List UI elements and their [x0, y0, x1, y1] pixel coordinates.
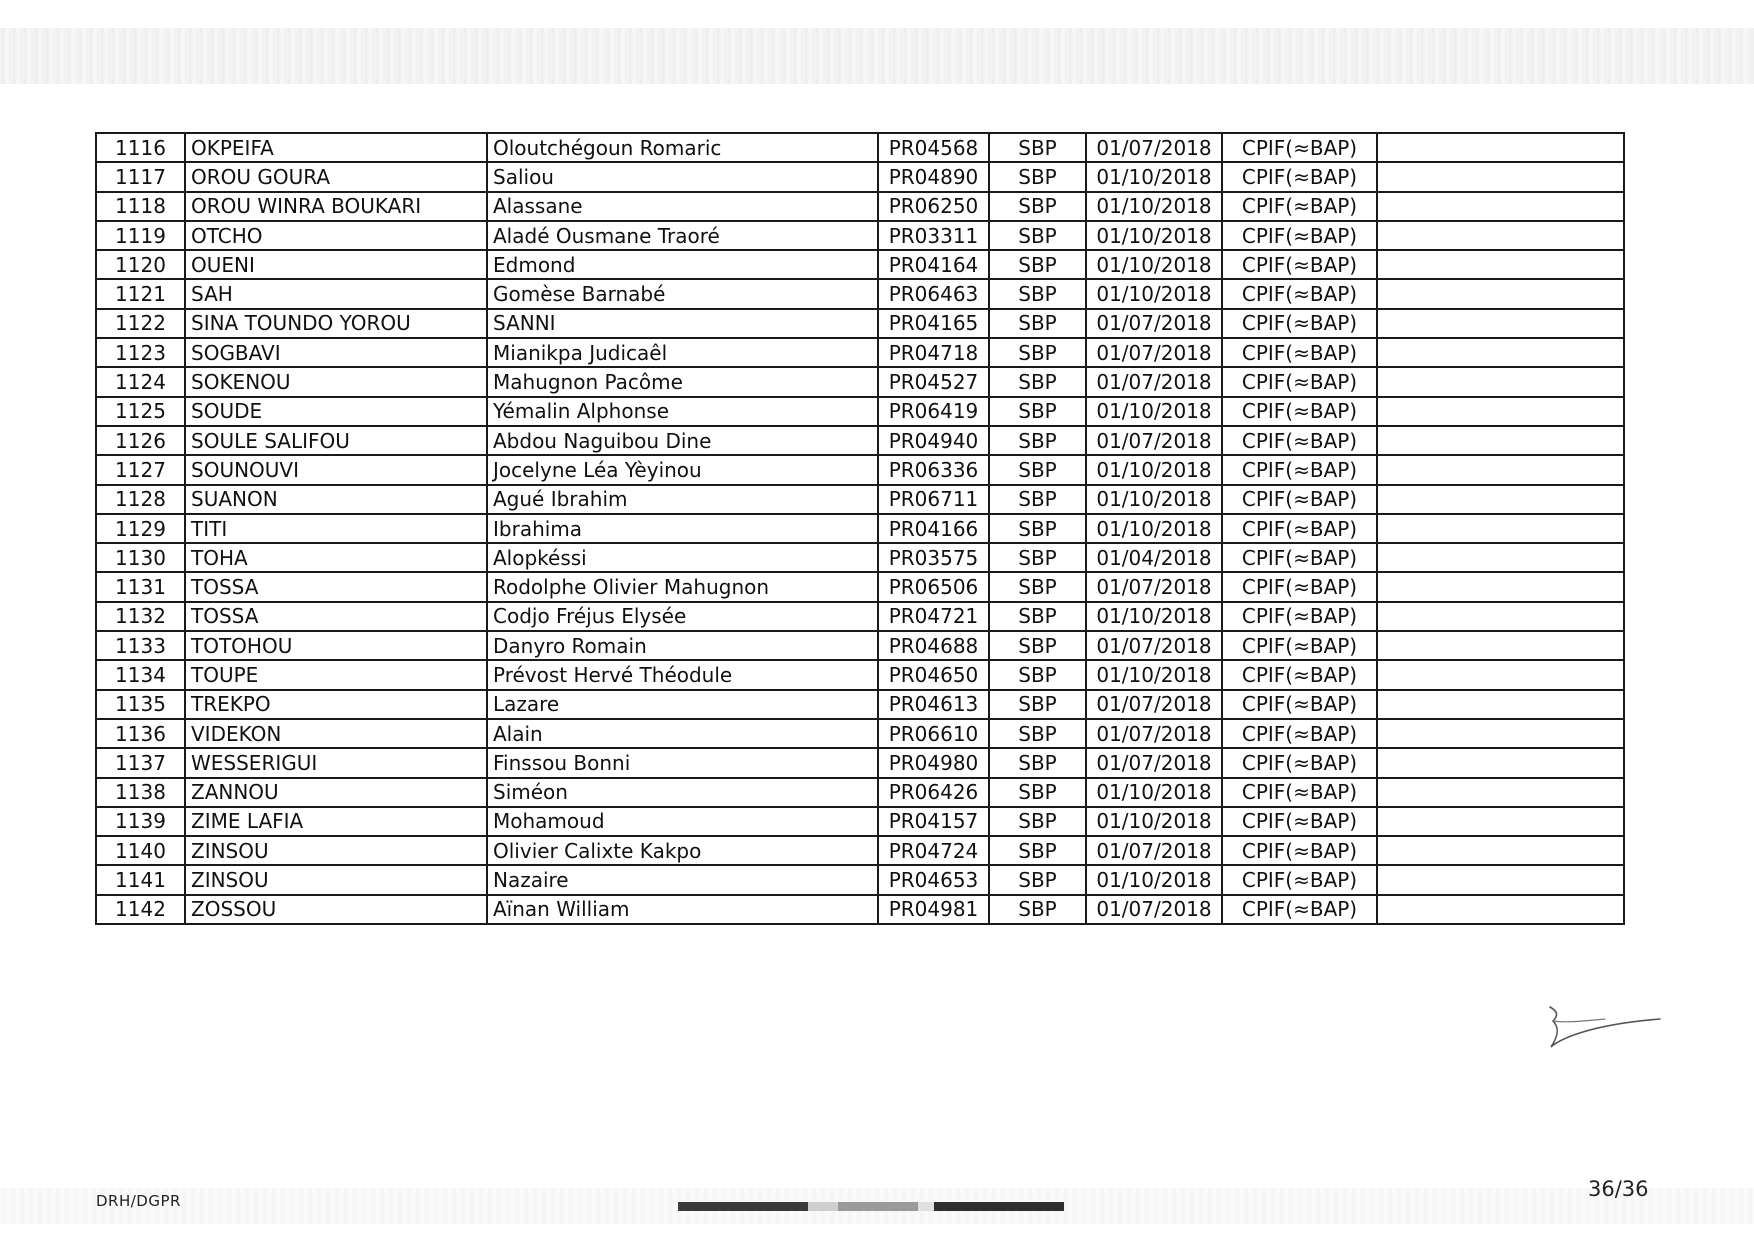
registration-number: PR04718: [878, 338, 989, 367]
table-row: [96, 807, 1624, 836]
registration-number: PR04613: [878, 690, 989, 719]
effective-date: 01/10/2018: [1086, 602, 1222, 631]
registration-number: PR03311: [878, 221, 989, 250]
status: CPIF(≈BAP): [1222, 192, 1377, 221]
row-number: 1118: [96, 192, 185, 221]
footer-reference: DRH/DGPR: [96, 1192, 181, 1210]
table-row: [96, 250, 1624, 279]
last-name: OKPEIFA: [185, 133, 487, 162]
row-number: 1139: [96, 807, 185, 836]
last-name: SINA TOUNDO YOROU: [185, 309, 487, 338]
row-number: 1121: [96, 279, 185, 308]
registration-number: PR06506: [878, 572, 989, 601]
corps-code: SBP: [989, 602, 1086, 631]
registration-number: PR06610: [878, 719, 989, 748]
corps-code: SBP: [989, 485, 1086, 514]
table-row: [96, 485, 1624, 514]
last-name: WESSERIGUI: [185, 748, 487, 777]
row-number: 1135: [96, 690, 185, 719]
corps-code: SBP: [989, 221, 1086, 250]
page-number: 36/36: [1588, 1177, 1649, 1201]
corps-code: SBP: [989, 631, 1086, 660]
first-names: Agué Ibrahim: [487, 485, 878, 514]
status: CPIF(≈BAP): [1222, 426, 1377, 455]
row-number: 1123: [96, 338, 185, 367]
last-name: SOGBAVI: [185, 338, 487, 367]
first-names: Codjo Fréjus Elysée: [487, 602, 878, 631]
status: CPIF(≈BAP): [1222, 748, 1377, 777]
last-name: TOTOHOU: [185, 631, 487, 660]
corps-code: SBP: [989, 133, 1086, 162]
first-names: Aïnan William: [487, 895, 878, 924]
corps-code: SBP: [989, 748, 1086, 777]
corps-code: SBP: [989, 367, 1086, 396]
row-number: 1127: [96, 455, 185, 484]
effective-date: 01/10/2018: [1086, 660, 1222, 689]
table-row: [96, 572, 1624, 601]
effective-date: 01/07/2018: [1086, 631, 1222, 660]
row-number: 1131: [96, 572, 185, 601]
status: CPIF(≈BAP): [1222, 279, 1377, 308]
corps-code: SBP: [989, 309, 1086, 338]
last-name: ZOSSOU: [185, 895, 487, 924]
corps-code: SBP: [989, 778, 1086, 807]
last-name: SOULE SALIFOU: [185, 426, 487, 455]
row-number: 1117: [96, 162, 185, 191]
registration-number: PR04653: [878, 865, 989, 894]
table-row: [96, 748, 1624, 777]
blank-cell: [1377, 778, 1624, 807]
corps-code: SBP: [989, 690, 1086, 719]
table-row: [96, 895, 1624, 924]
status: CPIF(≈BAP): [1222, 485, 1377, 514]
status: CPIF(≈BAP): [1222, 338, 1377, 367]
row-number: 1142: [96, 895, 185, 924]
registration-number: PR04165: [878, 309, 989, 338]
registration-number: PR04157: [878, 807, 989, 836]
effective-date: 01/07/2018: [1086, 748, 1222, 777]
registration-number: PR04721: [878, 602, 989, 631]
last-name: SOUDE: [185, 397, 487, 426]
effective-date: 01/10/2018: [1086, 514, 1222, 543]
blank-cell: [1377, 309, 1624, 338]
first-names: Mahugnon Pacôme: [487, 367, 878, 396]
blank-cell: [1377, 690, 1624, 719]
status: CPIF(≈BAP): [1222, 895, 1377, 924]
last-name: OUENI: [185, 250, 487, 279]
effective-date: 01/10/2018: [1086, 485, 1222, 514]
first-names: Saliou: [487, 162, 878, 191]
first-names: SANNI: [487, 309, 878, 338]
effective-date: 01/10/2018: [1086, 807, 1222, 836]
registration-number: PR04650: [878, 660, 989, 689]
last-name: TOSSA: [185, 602, 487, 631]
row-number: 1119: [96, 221, 185, 250]
blank-cell: [1377, 602, 1624, 631]
blank-cell: [1377, 162, 1624, 191]
corps-code: SBP: [989, 338, 1086, 367]
first-names: Danyro Romain: [487, 631, 878, 660]
row-number: 1126: [96, 426, 185, 455]
corps-code: SBP: [989, 719, 1086, 748]
blank-cell: [1377, 514, 1624, 543]
personnel-table: [95, 132, 1625, 925]
first-names: Abdou Naguibou Dine: [487, 426, 878, 455]
effective-date: 01/07/2018: [1086, 133, 1222, 162]
last-name: ZINSOU: [185, 836, 487, 865]
table-row: [96, 397, 1624, 426]
scan-noise-top: [0, 28, 1754, 84]
status: CPIF(≈BAP): [1222, 162, 1377, 191]
table-row: [96, 514, 1624, 543]
first-names: Finssou Bonni: [487, 748, 878, 777]
row-number: 1138: [96, 778, 185, 807]
blank-cell: [1377, 250, 1624, 279]
corps-code: SBP: [989, 660, 1086, 689]
first-names: Gomèse Barnabé: [487, 279, 878, 308]
status: CPIF(≈BAP): [1222, 631, 1377, 660]
row-number: 1129: [96, 514, 185, 543]
last-name: TOUPE: [185, 660, 487, 689]
registration-number: PR04940: [878, 426, 989, 455]
effective-date: 01/04/2018: [1086, 543, 1222, 572]
effective-date: 01/10/2018: [1086, 455, 1222, 484]
table-row: [96, 133, 1624, 162]
last-name: SUANON: [185, 485, 487, 514]
registration-number: PR04166: [878, 514, 989, 543]
corps-code: SBP: [989, 250, 1086, 279]
blank-cell: [1377, 748, 1624, 777]
blank-cell: [1377, 631, 1624, 660]
blank-cell: [1377, 279, 1624, 308]
first-names: Aladé Ousmane Traoré: [487, 221, 878, 250]
row-number: 1125: [96, 397, 185, 426]
table-row: [96, 865, 1624, 894]
registration-number: PR04890: [878, 162, 989, 191]
first-names: Prévost Hervé Théodule: [487, 660, 878, 689]
first-names: Rodolphe Olivier Mahugnon: [487, 572, 878, 601]
effective-date: 01/10/2018: [1086, 778, 1222, 807]
status: CPIF(≈BAP): [1222, 778, 1377, 807]
effective-date: 01/07/2018: [1086, 309, 1222, 338]
row-number: 1133: [96, 631, 185, 660]
status: CPIF(≈BAP): [1222, 250, 1377, 279]
blank-cell: [1377, 455, 1624, 484]
effective-date: 01/07/2018: [1086, 719, 1222, 748]
blank-cell: [1377, 660, 1624, 689]
status: CPIF(≈BAP): [1222, 221, 1377, 250]
table-row: [96, 631, 1624, 660]
registration-number: PR06419: [878, 397, 989, 426]
effective-date: 01/07/2018: [1086, 426, 1222, 455]
blank-cell: [1377, 836, 1624, 865]
table-row: [96, 660, 1624, 689]
registration-number: PR06250: [878, 192, 989, 221]
corps-code: SBP: [989, 162, 1086, 191]
first-names: Alassane: [487, 192, 878, 221]
last-name: OROU GOURA: [185, 162, 487, 191]
status: CPIF(≈BAP): [1222, 514, 1377, 543]
blank-cell: [1377, 221, 1624, 250]
effective-date: 01/07/2018: [1086, 572, 1222, 601]
registration-number: PR04980: [878, 748, 989, 777]
corps-code: SBP: [989, 279, 1086, 308]
blank-cell: [1377, 485, 1624, 514]
status: CPIF(≈BAP): [1222, 367, 1377, 396]
last-name: TOSSA: [185, 572, 487, 601]
registration-number: PR06426: [878, 778, 989, 807]
table-row: [96, 719, 1624, 748]
row-number: 1134: [96, 660, 185, 689]
first-names: Jocelyne Léa Yèyinou: [487, 455, 878, 484]
last-name: SOUNOUVI: [185, 455, 487, 484]
row-number: 1137: [96, 748, 185, 777]
status: CPIF(≈BAP): [1222, 572, 1377, 601]
corps-code: SBP: [989, 514, 1086, 543]
first-names: Lazare: [487, 690, 878, 719]
effective-date: 01/10/2018: [1086, 192, 1222, 221]
registration-number: PR06463: [878, 279, 989, 308]
blank-cell: [1377, 572, 1624, 601]
blank-cell: [1377, 543, 1624, 572]
first-names: Yémalin Alphonse: [487, 397, 878, 426]
table-row: [96, 367, 1624, 396]
status: CPIF(≈BAP): [1222, 660, 1377, 689]
scan-stamp-bar: [678, 1202, 1064, 1211]
registration-number: PR04724: [878, 836, 989, 865]
status: CPIF(≈BAP): [1222, 865, 1377, 894]
blank-cell: [1377, 367, 1624, 396]
table-row: [96, 543, 1624, 572]
row-number: 1141: [96, 865, 185, 894]
first-names: Siméon: [487, 778, 878, 807]
first-names: Ibrahima: [487, 514, 878, 543]
corps-code: SBP: [989, 397, 1086, 426]
effective-date: 01/10/2018: [1086, 397, 1222, 426]
last-name: TITI: [185, 514, 487, 543]
blank-cell: [1377, 338, 1624, 367]
last-name: ZANNOU: [185, 778, 487, 807]
registration-number: PR04164: [878, 250, 989, 279]
status: CPIF(≈BAP): [1222, 309, 1377, 338]
row-number: 1124: [96, 367, 185, 396]
last-name: ZINSOU: [185, 865, 487, 894]
row-number: 1136: [96, 719, 185, 748]
status: CPIF(≈BAP): [1222, 602, 1377, 631]
row-number: 1120: [96, 250, 185, 279]
effective-date: 01/07/2018: [1086, 367, 1222, 396]
status: CPIF(≈BAP): [1222, 397, 1377, 426]
effective-date: 01/10/2018: [1086, 279, 1222, 308]
blank-cell: [1377, 426, 1624, 455]
last-name: SOKENOU: [185, 367, 487, 396]
registration-number: PR06711: [878, 485, 989, 514]
registration-number: PR03575: [878, 543, 989, 572]
corps-code: SBP: [989, 192, 1086, 221]
status: CPIF(≈BAP): [1222, 543, 1377, 572]
table-row: [96, 778, 1624, 807]
effective-date: 01/10/2018: [1086, 250, 1222, 279]
status: CPIF(≈BAP): [1222, 836, 1377, 865]
row-number: 1122: [96, 309, 185, 338]
status: CPIF(≈BAP): [1222, 455, 1377, 484]
table-row: [96, 338, 1624, 367]
table-row: [96, 192, 1624, 221]
table-body: [96, 133, 1624, 924]
blank-cell: [1377, 133, 1624, 162]
status: CPIF(≈BAP): [1222, 807, 1377, 836]
row-number: 1140: [96, 836, 185, 865]
table-row: [96, 426, 1624, 455]
first-names: Mohamoud: [487, 807, 878, 836]
corps-code: SBP: [989, 807, 1086, 836]
status: CPIF(≈BAP): [1222, 690, 1377, 719]
table-row: [96, 221, 1624, 250]
registration-number: PR04688: [878, 631, 989, 660]
last-name: VIDEKON: [185, 719, 487, 748]
blank-cell: [1377, 397, 1624, 426]
corps-code: SBP: [989, 895, 1086, 924]
registration-number: PR04981: [878, 895, 989, 924]
effective-date: 01/10/2018: [1086, 865, 1222, 894]
effective-date: 01/07/2018: [1086, 690, 1222, 719]
registration-number: PR04527: [878, 367, 989, 396]
row-number: 1132: [96, 602, 185, 631]
corps-code: SBP: [989, 426, 1086, 455]
table-row: [96, 836, 1624, 865]
table-row: [96, 309, 1624, 338]
blank-cell: [1377, 192, 1624, 221]
effective-date: 01/10/2018: [1086, 221, 1222, 250]
last-name: TOHA: [185, 543, 487, 572]
blank-cell: [1377, 865, 1624, 894]
blank-cell: [1377, 719, 1624, 748]
blank-cell: [1377, 807, 1624, 836]
first-names: Alopkéssi: [487, 543, 878, 572]
last-name: TREKPO: [185, 690, 487, 719]
row-number: 1116: [96, 133, 185, 162]
table-row: [96, 455, 1624, 484]
row-number: 1130: [96, 543, 185, 572]
last-name: OTCHO: [185, 221, 487, 250]
first-names: Alain: [487, 719, 878, 748]
corps-code: SBP: [989, 865, 1086, 894]
registration-number: PR04568: [878, 133, 989, 162]
first-names: Edmond: [487, 250, 878, 279]
row-number: 1128: [96, 485, 185, 514]
first-names: Mianikpa Judicaêl: [487, 338, 878, 367]
corps-code: SBP: [989, 543, 1086, 572]
status: CPIF(≈BAP): [1222, 133, 1377, 162]
corps-code: SBP: [989, 455, 1086, 484]
corps-code: SBP: [989, 572, 1086, 601]
table-row: [96, 602, 1624, 631]
table-row: [96, 690, 1624, 719]
last-name: SAH: [185, 279, 487, 308]
table-row: [96, 279, 1624, 308]
registration-number: PR06336: [878, 455, 989, 484]
blank-cell: [1377, 895, 1624, 924]
table-row: [96, 162, 1624, 191]
effective-date: 01/10/2018: [1086, 162, 1222, 191]
signature-mark: [1545, 1005, 1665, 1095]
effective-date: 01/07/2018: [1086, 836, 1222, 865]
last-name: OROU WINRA BOUKARI: [185, 192, 487, 221]
first-names: Oloutchégoun Romaric: [487, 133, 878, 162]
effective-date: 01/07/2018: [1086, 895, 1222, 924]
first-names: Nazaire: [487, 865, 878, 894]
status: CPIF(≈BAP): [1222, 719, 1377, 748]
corps-code: SBP: [989, 836, 1086, 865]
first-names: Olivier Calixte Kakpo: [487, 836, 878, 865]
effective-date: 01/07/2018: [1086, 338, 1222, 367]
last-name: ZIME LAFIA: [185, 807, 487, 836]
